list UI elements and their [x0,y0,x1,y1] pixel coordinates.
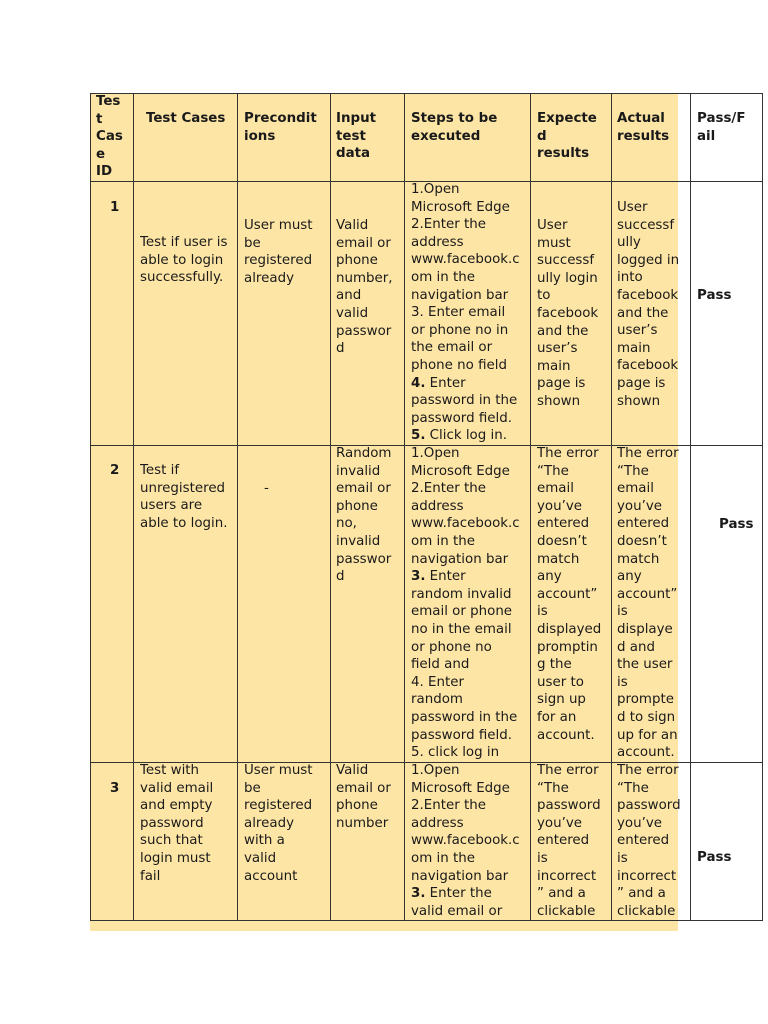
row-1-test-case: Test if user is able to login successfully. [140,235,228,286]
row-3-id: 3 [110,781,120,796]
col-divider [404,93,405,921]
header-expected-results: Expecte d results [537,111,597,162]
row-1-actual-result: User successf ully logged in into facebook and the user’s main facebook page is shown [617,200,680,409]
row-2-input-data: Random invalid email or phone no, invalid passwor d [336,446,392,585]
header-test-cases: Test Cases [146,111,226,126]
row-2-expected-result: The error “The email you’ve entered doesn’t match any account” is displayed promptin g the user to sign up for an account. [537,446,602,743]
header-steps: Steps to be executed [411,111,498,144]
header-pass-fail: Pass/F ail [697,111,746,144]
row-3-steps: 1.Open Microsoft Edge 2.Enter the address www.facebook.c om in the navigation bar 3. Enter the valid email or [411,763,520,919]
row-1-expected-result: User must successf ully login to facebook and the user’s main page is shown [537,218,599,409]
row-3-precondition: User must be registered already with a valid account [244,763,313,884]
col-divider [690,93,691,921]
row-2-actual-result: The error “The email you’ve entered doesn’t match any account” is displaye d and the user is prompte d to sign up for an account. [617,446,679,761]
row-2-status: Pass [719,517,754,532]
row-3-actual-result: The error “The password you’ve entered is incorrect ” and a clickable [617,763,681,919]
col-divider [133,93,134,921]
row-1-input-data: Valid email or phone number, and valid passwor d [336,218,393,357]
row-3-expected-result: The error “The password you’ve entered is incorrect ” and a clickable [537,763,601,919]
col-divider [330,93,331,921]
header-preconditions: Precondit ions [244,111,317,144]
row-2-precondition: - [264,481,269,496]
row-3-status: Pass [697,850,732,865]
row-3-input-data: Valid email or phone number [336,763,391,831]
test-case-table [90,93,763,921]
row-1-steps: 1.Open Microsoft Edge 2.Enter the address www.facebook.c om in the navigation bar 3. Enter email or phone no in the email or phone no field 4. Enter password in the password field. 5. Click log in. [411,182,520,444]
header-actual-results: Actual results [617,111,670,144]
row-2-test-case: Test if unregistered users are able to login. [140,463,228,531]
row-2-steps: 1.Open Microsoft Edge 2.Enter the address www.facebook.c om in the navigation bar 3. Enter random invalid email or phone no in the email or phone no field and 4. Enter random password in the password field. 5. click log in [411,446,520,761]
row-1-precondition: User must be registered already [244,218,313,286]
col-divider [237,93,238,921]
table-border-top [90,93,763,94]
row-2-id: 2 [110,463,120,478]
row-1-status: Pass [697,288,732,303]
col-divider [611,93,612,921]
header-test-case-id: Tes t Cas e ID [96,94,123,180]
col-divider [530,93,531,921]
table-border-bottom [90,920,763,921]
row-3-test-case: Test with valid email and empty password such that login must fail [140,763,214,884]
header-input-test-data: Input test data [336,111,377,162]
col-divider [90,93,91,921]
row-1-id: 1 [110,200,120,215]
table-border-right [762,93,763,921]
